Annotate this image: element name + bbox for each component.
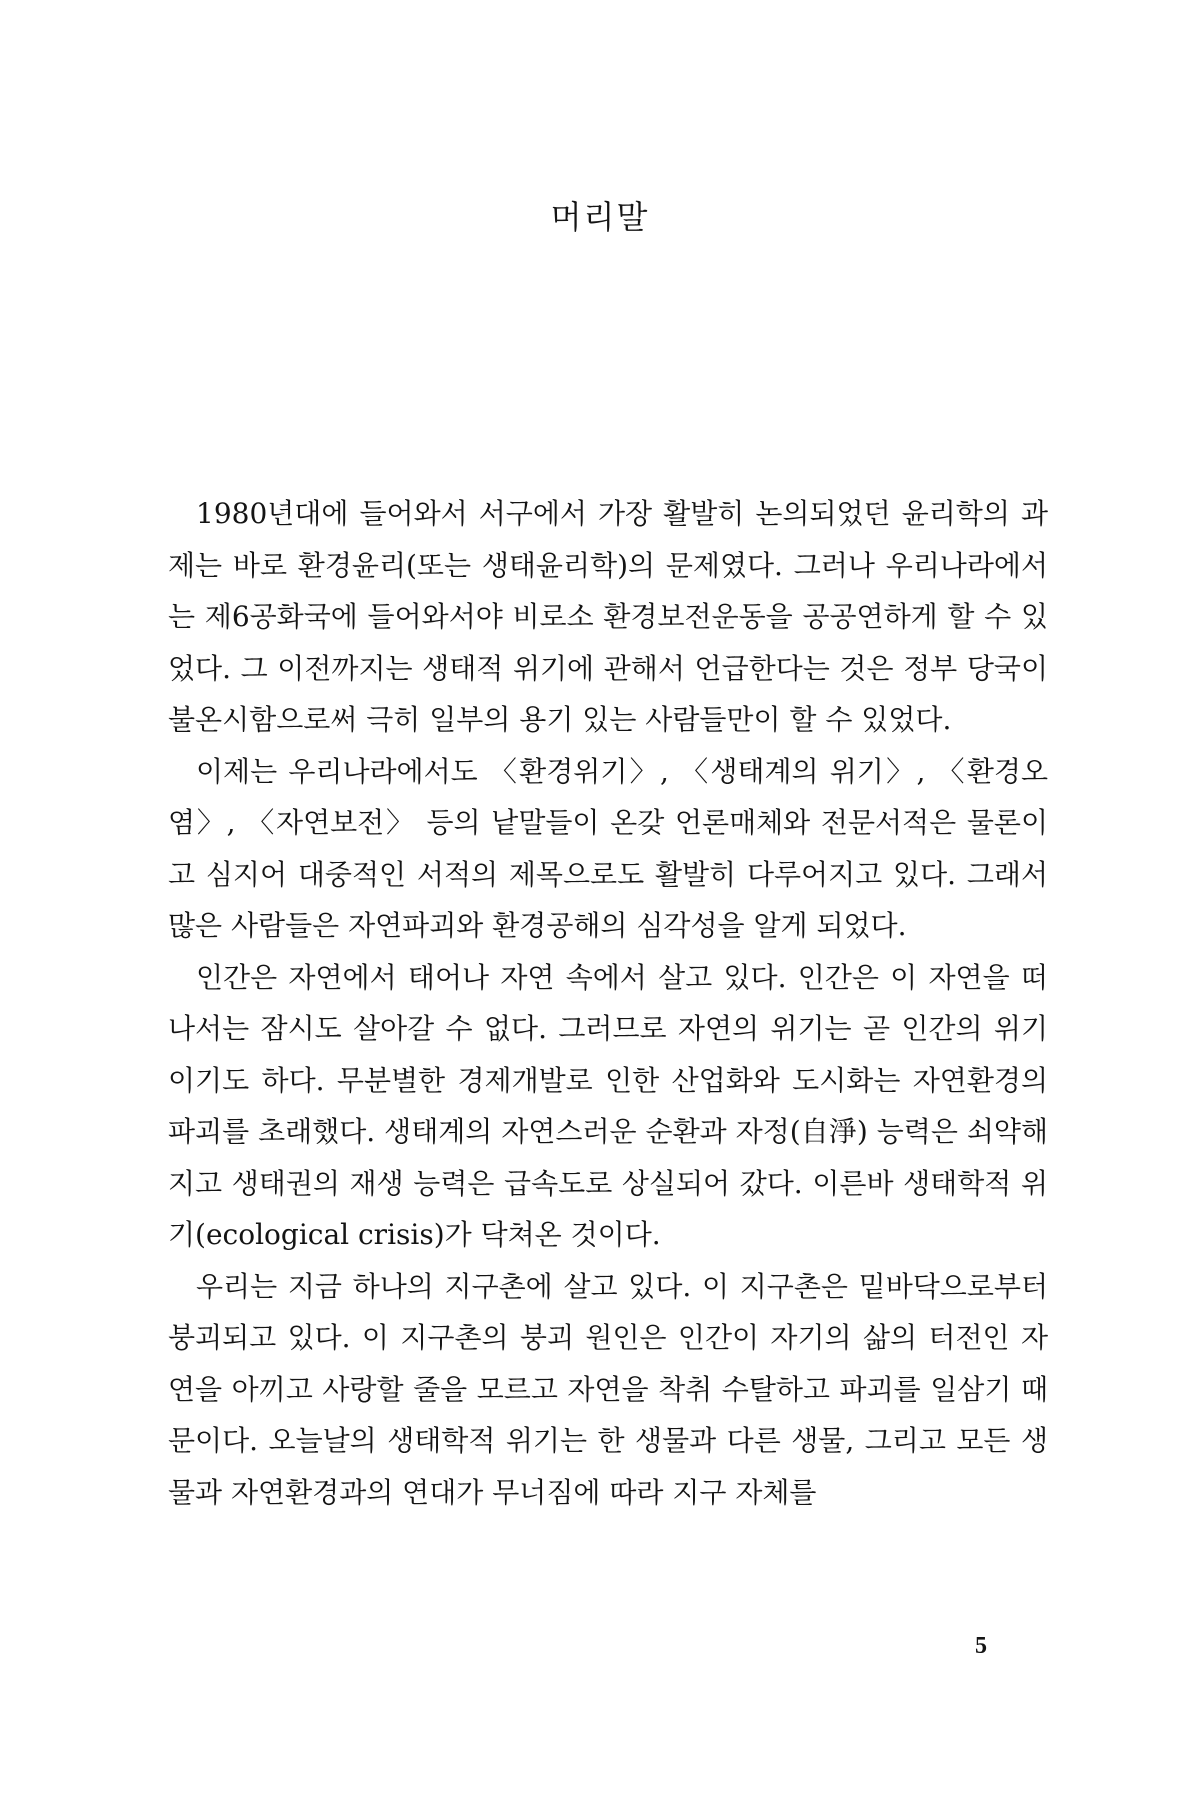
- page-title: 머리말: [550, 198, 650, 236]
- paragraph: 우리는 지금 하나의 지구촌에 살고 있다. 이 지구촌은 밑바닥으로부터 붕괴되고 있다. 이 지구촌의 붕괴 원인은 인간이 자기의 삶의 터전인 자연을 아끼고 사랑할 줄을 모르고 자연을 착취 수탈하고 파괴를 일삼기 때문이다. 오늘날의 생태학적 위기는 한 생물과 다른 생물, 그리고 모든 생물과 자연환경과의 연대가 무너짐에 따라 지구 자체를: [168, 1269, 1048, 1509]
- paragraph: 인간은 자연에서 태어나 자연 속에서 살고 있다. 인간은 이 자연을 떠나서는 잠시도 살아갈 수 없다. 그러므로 자연의 위기는 곧 인간의 위기이기도 하다. 무분별한 경제개발로 인한 산업화와 도시화는 자연환경의 파괴를 초래했다. 생태계의 자연스러운 순환과 자정(自淨) 능력은 쇠약해지고 생태권의 재생 능력은 급속도로 상실되어 갔다. 이른바 생태학적 위기(ecological crisis)가 닥쳐온 것이다.: [168, 960, 1048, 1251]
- paragraph: 이제는 우리나라에서도 〈환경위기〉, 〈생태계의 위기〉, 〈환경오염〉, 〈자연보전〉 등의 낱말들이 온갖 언론매체와 전문서적은 물론이고 심지어 대중적인 서적의 제목으로도 활발히 다루어지고 있다. 그래서 많은 사람들은 자연파괴와 환경공해의 심각성을 알게 되었다.: [168, 754, 1048, 942]
- page-number: 5: [975, 1633, 987, 1659]
- body-text: [168, 488, 1048, 1518]
- paragraph: 1980년대에 들어와서 서구에서 가장 활발히 논의되었던 윤리학의 과제는 바로 환경윤리(또는 생태윤리학)의 문제였다. 그러나 우리나라에서는 제6공화국에 들어와서야 비로소 환경보전운동을 공공연하게 할 수 있었다. 그 이전까지는 생태적 위기에 관해서 언급한다는 것은 정부 당국이 불온시함으로써 극히 일부의 용기 있는 사람들만이 할 수 있었다.: [168, 497, 1048, 736]
